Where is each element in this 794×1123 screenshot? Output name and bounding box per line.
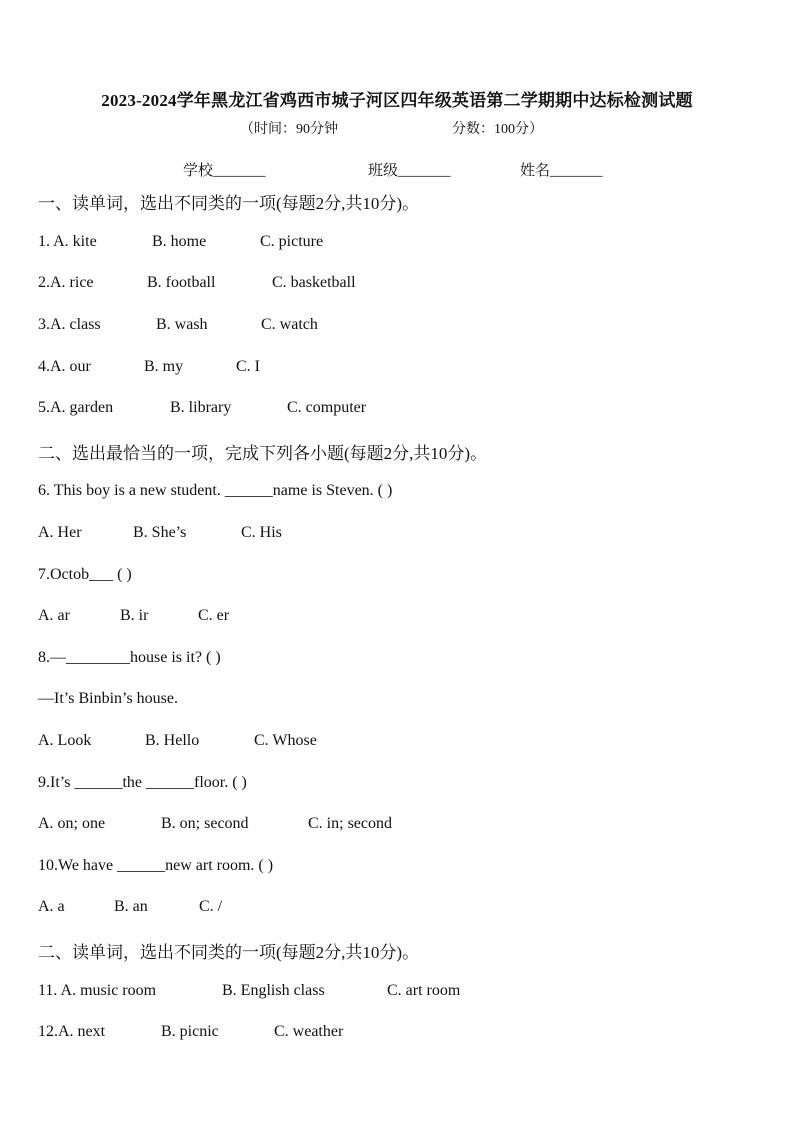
question-5-option-a: 5.A. garden (38, 399, 114, 416)
question-7-option-b: B. ir (120, 607, 149, 624)
question-6-option-c: C. His (241, 524, 282, 541)
section-heading-1: 一、读单词，选出不同类的一项(每题2分,共10分)。 (38, 194, 420, 213)
question-2-option-a: 2.A. rice (38, 274, 94, 291)
question-1-option-a: 1. A. kite (38, 233, 97, 250)
page-title: 2023-2024学年黑龙江省鸡西市城子河区四年级英语第二学期期中达标检测试题 (101, 91, 693, 110)
question-10-option-a: A. a (38, 898, 65, 915)
question-5-option-b: B. library (170, 399, 232, 416)
question-11-option-a: 11. A. music room (38, 982, 157, 999)
question-11-option-b: B. English class (222, 982, 325, 999)
question-8-option-b: B. Hello (145, 732, 200, 749)
question-12-option-b: B. picnic (161, 1023, 219, 1040)
question-3-option-b: B. wash (156, 316, 208, 333)
question-8-option-a: A. Look (38, 732, 92, 749)
question-1-option-c: C. picture (260, 233, 324, 250)
question-10-option-c: C. / (199, 898, 223, 915)
exam-time: （时间：90分钟 (240, 122, 338, 137)
question-3-option-c: C. watch (261, 316, 318, 333)
question-11-option-c: C. art room (387, 982, 461, 999)
question-8-option-c: C. Whose (254, 732, 317, 749)
question-7-option-a: A. ar (38, 607, 70, 624)
section-heading-3: 二、读单词，选出不同类的一项(每题2分,共10分)。 (38, 943, 420, 962)
question-6-option-a: A. Her (38, 524, 82, 541)
question-12-option-c: C. weather (274, 1023, 344, 1040)
question-4-option-b: B. my (144, 358, 184, 375)
question-7-stem: 7.Octob___ ( ) (38, 566, 132, 583)
question-9-option-c: C. in; second (308, 815, 392, 832)
question-9-stem: 9.It’s ______the ______floor. ( ) (38, 774, 247, 791)
exam-score: 分数：100分） (452, 122, 543, 137)
section-heading-2: 二、选出最恰当的一项，完成下列各小题(每题2分,共10分)。 (38, 444, 488, 463)
question-9-option-b: B. on; second (161, 815, 249, 832)
question-12-option-a: 12.A. next (38, 1023, 106, 1040)
class-field: 班级_______ (368, 163, 451, 179)
question-2-option-b: B. football (147, 274, 216, 291)
question-1-option-b: B. home (152, 233, 207, 250)
question-3-option-a: 3.A. class (38, 316, 101, 333)
question-6-stem: 6. This boy is a new student. ______name is Steven. ( ) (38, 482, 393, 499)
question-4-option-a: 4.A. our (38, 358, 91, 375)
question-7-option-c: C. er (198, 607, 230, 624)
name-field: 姓名_______ (520, 163, 603, 179)
question-10-option-b: B. an (114, 898, 148, 915)
question-8-stem: 8.—________house is it? ( ) (38, 649, 221, 666)
question-2-option-c: C. basketball (272, 274, 356, 291)
question-5-option-c: C. computer (287, 399, 367, 416)
question-6-option-b: B. She’s (133, 524, 187, 541)
question-4-option-c: C. I (236, 358, 260, 375)
question-9-option-a: A. on; one (38, 815, 106, 832)
school-field: 学校_______ (183, 163, 266, 179)
question-8-answer-line: —It’s Binbin’s house. (38, 690, 179, 707)
question-10-stem: 10.We have ______new art room. ( ) (38, 857, 274, 874)
